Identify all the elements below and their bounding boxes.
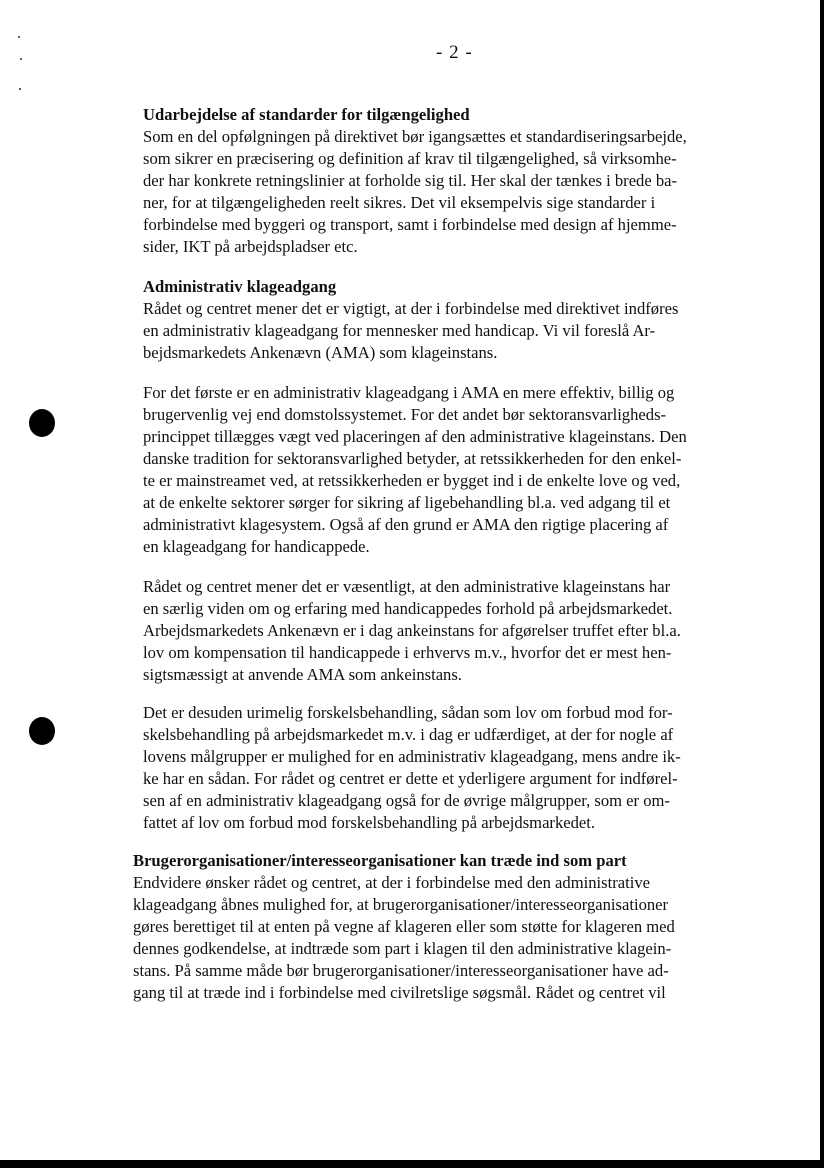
paragraph-line: Endvidere ønsker rådet og centret, at der i forbindelse med den administrative: [133, 873, 650, 892]
paragraph-line: administrativt klagesystem. Også af den grund er AMA den rigtige placering af: [143, 515, 669, 534]
paragraph-line: forbindelse med byggeri og transport, samt i forbindelse med design af hjemme-: [143, 215, 677, 234]
paragraph-expertise: [143, 576, 681, 686]
paragraph-line: skelsbehandling på arbejdsmarkedet m.v. i dag er udfærdiget, at der for nogle af: [143, 725, 674, 744]
scan-edge-right: [820, 0, 824, 1168]
paragraph-line: For det første er en administrativ klageadgang i AMA en mere effektiv, billig og: [143, 383, 675, 402]
paragraph-line: der har konkrete retningslinier at forholde sig til. Her skal der tænkes i brede ba-: [143, 171, 678, 190]
paragraph-line: Rådet og centret mener det er væsentligt, at den administrative klageinstans har: [143, 577, 671, 596]
punch-hole-top: [29, 409, 55, 437]
paragraph-line: en administrativ klageadgang for mennesker med handicap. Vi vil foreslå Ar-: [143, 321, 656, 340]
paragraph-line: lovens målgrupper er mulighed for en administrativ klageadgang, mens andre ik-: [143, 747, 681, 766]
paragraph-line: te er mainstreamet ved, at retssikkerheden er bygget ind i de enkelte love og ved,: [143, 471, 681, 490]
section-standards: [143, 104, 687, 258]
paragraph-line: gang til at træde ind i forbindelse med civilretslige søgsmål. Rådet og centret vil: [133, 983, 666, 1002]
section-heading: Brugerorganisationer/interesseorganisationer kan træde ind som part: [133, 851, 627, 870]
paragraph-line: gøres berettiget til at enten på vegne af klageren eller som støtte for klageren med: [133, 917, 675, 936]
paragraph-line: Det er desuden urimelig forskelsbehandling, sådan som lov om forbud mod for-: [143, 703, 673, 722]
paragraph-line: lov om kompensation til handicappede i erhvervs m.v., hvorfor det er mest hen-: [143, 643, 672, 662]
paragraph-line: en klageadgang for handicappede.: [143, 537, 370, 556]
section-administrative-complaint: [143, 276, 678, 364]
paragraph-line: Rådet og centret mener det er vigtigt, at der i forbindelse med direktivet indføres: [143, 299, 679, 318]
paragraph-line: stans. På samme måde bør brugerorganisationer/interesseorganisationer have ad-: [133, 961, 669, 980]
paragraph-first-reason: [143, 382, 687, 558]
paragraph-line: sigtsmæssigt at anvende AMA som ankeinstans.: [143, 665, 462, 684]
paragraph-line: dennes godkendelse, at indtræde som part i klagen til den administrative klagein-: [133, 939, 672, 958]
paragraph-line: Arbejdsmarkedets Ankenævn er i dag ankeinstans for afgørelser truffet efter bl.a.: [143, 621, 681, 640]
paragraph-line: sider, IKT på arbejdspladser etc.: [143, 237, 358, 256]
paragraph-line: danske tradition for sektoransvarlighed betyder, at retssikkerheden for den enkel-: [143, 449, 682, 468]
punch-hole-bottom: [29, 717, 55, 745]
page-number: - 2 -: [436, 42, 473, 63]
paragraph-line: sen af en administrativ klageadgang også for de øvrige målgrupper, som er om-: [143, 791, 670, 810]
paragraph-line: brugervenlig vej end domstolssystemet. For det andet bør sektoransvarligheds-: [143, 405, 667, 424]
paragraph-line: princippet tillægges vægt ved placeringen af den administrative klageinstans. Den: [143, 427, 687, 446]
paragraph-line: ke har en sådan. For rådet og centret er dette et yderligere argument for indførel-: [143, 769, 678, 788]
scan-edge-bottom: [0, 1160, 824, 1168]
paragraph-line: en særlig viden om og erfaring med handicappedes forhold på arbejdsmarkedet.: [143, 599, 673, 618]
paragraph-line: fattet af lov om forbud mod forskelsbehandling på arbejdsmarkedet.: [143, 813, 596, 832]
paragraph-line: Som en del opfølgningen på direktivet bør igangsættes et standardiseringsarbejde,: [143, 127, 687, 146]
section-heading: Administrativ klageadgang: [143, 277, 337, 296]
section-user-organisations: [133, 850, 675, 1004]
paragraph-line: bejdsmarkedets Ankenævn (AMA) som klageinstans.: [143, 343, 498, 362]
section-heading: Udarbejdelse af standarder for tilgængelighed: [143, 105, 470, 124]
scan-specks: [18, 36, 24, 96]
paragraph-line: som sikrer en præcisering og definition af krav til tilgængelighed, så virksomhe-: [143, 149, 677, 168]
paragraph-line: at de enkelte sektorer sørger for sikring af ligebehandling bl.a. ved adgang til et: [143, 493, 671, 512]
paragraph-line: klageadgang åbnes mulighed for, at brugerorganisationer/interesseorganisationer: [133, 895, 669, 914]
paragraph-discrimination: [143, 702, 681, 834]
paragraph-line: ner, for at tilgængeligheden reelt sikres. Det vil eksempelvis sige standarder i: [143, 193, 656, 212]
